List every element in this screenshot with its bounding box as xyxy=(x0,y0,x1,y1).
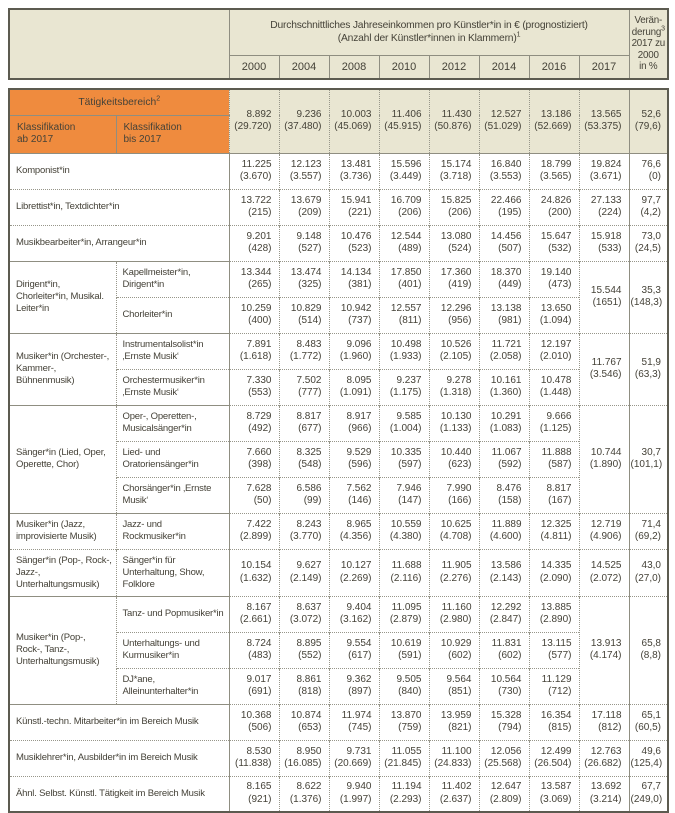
income-cell: 11.095 (2.879) xyxy=(379,596,429,632)
table-title-line1: Durchschnittliches Jahreseinkommen pro Künstler*in in € (prognostiziert) xyxy=(270,20,588,32)
subrow-label: Sänger*in für Unterhaltung, Show, Folklore xyxy=(116,549,229,596)
income-cell: 8.622 (1.376) xyxy=(279,776,329,812)
table-row xyxy=(9,776,668,812)
activity-area-header: Tätigkeitsbereich$^2$ xyxy=(9,89,229,115)
table-row xyxy=(9,333,668,369)
header-title-row xyxy=(9,9,668,55)
income-cell: 15.941 (221) xyxy=(329,189,379,225)
income-cell: 9.627 (2.149) xyxy=(279,549,329,596)
footnote-3-marker: 3 xyxy=(661,25,665,33)
income-2017-merged-cell: 13.913 (4.174) xyxy=(579,596,629,704)
income-cell: 7.660 (398) xyxy=(229,441,279,477)
income-cell: 10.335 (597) xyxy=(379,441,429,477)
income-cell: 10.440 (623) xyxy=(429,441,479,477)
income-cell: 9.278 (1.318) xyxy=(429,369,479,405)
income-cell: 17.850 (401) xyxy=(379,261,429,297)
income-cell: 8.637 (3.072) xyxy=(279,596,329,632)
income-cell: 11.721 (2.058) xyxy=(479,333,529,369)
change-cell: 30,7 (101,1) xyxy=(629,405,668,513)
income-cell: 10.526 (2.105) xyxy=(429,333,479,369)
income-cell: 9.404 (3.162) xyxy=(329,596,379,632)
income-cell: 10.127 (2.269) xyxy=(329,549,379,596)
income-cell: 13.481 (3.736) xyxy=(329,153,379,189)
income-cell: 13.722 (215) xyxy=(229,189,279,225)
classification-from-2017-header: Klassifikation ab 2017 xyxy=(9,115,116,153)
income-cell: 15.596 (3.449) xyxy=(379,153,429,189)
change-cell: 65,1 (60,5) xyxy=(629,704,668,740)
income-cell: 8.325 (548) xyxy=(279,441,329,477)
income-cell: 11.055 (21.845) xyxy=(379,740,429,776)
income-cell: 7.330 (553) xyxy=(229,369,279,405)
change-column-header: Verän- derung$^3$ 2017 zu 2000 in % xyxy=(629,9,668,79)
subrow-label: Chorsänger*in ‚Ernste Musik‘ xyxy=(116,477,229,513)
income-cell: 11.889 (4.600) xyxy=(479,513,529,549)
income-cell: 22.466 (195) xyxy=(479,189,529,225)
table-row xyxy=(9,225,668,261)
income-cell: 9.529 (596) xyxy=(329,441,379,477)
income-cell: 13.885 (2.890) xyxy=(529,596,579,632)
total-income-cell: 8.892 (29.720) xyxy=(229,89,279,153)
income-cell: 13.870 (759) xyxy=(379,704,429,740)
change-cell: 76,6 (0) xyxy=(629,153,668,189)
income-cell: 18.370 (449) xyxy=(479,261,529,297)
income-cell: 19.140 (473) xyxy=(529,261,579,297)
total-income-cell: 13.186 (52.669) xyxy=(529,89,579,153)
table-row xyxy=(9,405,668,441)
income-cell: 8.476 (158) xyxy=(479,477,529,513)
group-label: Sänger*in (Lied, Oper, Operette, Chor) xyxy=(9,405,116,513)
income-cell: 15.328 (794) xyxy=(479,704,529,740)
subrow-label: Chorleiter*in xyxy=(116,297,229,333)
income-cell: 8.165 (921) xyxy=(229,776,279,812)
income-cell: 10.559 (4.380) xyxy=(379,513,429,549)
total-income-cell: 12.527 (51.029) xyxy=(479,89,529,153)
income-cell: 11.100 (24.833) xyxy=(429,740,479,776)
year-header: 2017 xyxy=(579,55,629,79)
income-cell: 15.825 (206) xyxy=(429,189,479,225)
table-row xyxy=(9,596,668,632)
change-cell: 71,4 (69,2) xyxy=(629,513,668,549)
income-cell: 12.763 (26.682) xyxy=(579,740,629,776)
subrow-label: DJ*ane, Alleinunterhalter*in xyxy=(116,668,229,704)
income-cell: 10.498 (1.933) xyxy=(379,333,429,369)
table-row xyxy=(9,549,668,596)
income-cell: 10.619 (591) xyxy=(379,632,429,668)
table-title-line2: (Anzahl der Künstler*innen in Klammern)$^1$ xyxy=(337,31,521,45)
row-label: Ähnl. Selbst. Künstl. Tätigkeit im Bereich Musik xyxy=(9,776,229,812)
income-cell: 8.095 (1.091) xyxy=(329,369,379,405)
group-label: Dirigent*in, Chorleiter*in, Musikal. Leiter*in xyxy=(9,261,116,333)
year-header: 2004 xyxy=(279,55,329,79)
change-cell: 73,0 (24,5) xyxy=(629,225,668,261)
income-cell: 10.942 (737) xyxy=(329,297,379,333)
income-cell: 10.829 (514) xyxy=(279,297,329,333)
income-cell: 8.861 (818) xyxy=(279,668,329,704)
table-row xyxy=(9,513,668,549)
income-cell: 27.133 (224) xyxy=(579,189,629,225)
row-label: Künstl.-techn. Mitarbeiter*in im Bereich Musik xyxy=(9,704,229,740)
change-cell: 51,9 (63,3) xyxy=(629,333,668,405)
total-income-cell: 9.236 (37.480) xyxy=(279,89,329,153)
income-cell: 12.719 (4.906) xyxy=(579,513,629,549)
year-header: 2012 xyxy=(429,55,479,79)
income-cell: 7.990 (166) xyxy=(429,477,479,513)
income-cell: 9.096 (1.960) xyxy=(329,333,379,369)
income-cell: 11.129 (712) xyxy=(529,668,579,704)
income-cell: 12.499 (26.504) xyxy=(529,740,579,776)
income-cell: 10.478 (1.448) xyxy=(529,369,579,405)
income-cell: 13.138 (981) xyxy=(479,297,529,333)
table-row xyxy=(9,261,668,297)
income-cell: 14.525 (2.072) xyxy=(579,549,629,596)
total-income-cell: 11.430 (50.876) xyxy=(429,89,479,153)
income-cell: 19.824 (3.671) xyxy=(579,153,629,189)
table-row xyxy=(9,704,668,740)
income-cell: 7.891 (1.618) xyxy=(229,333,279,369)
income-cell: 9.585 (1.004) xyxy=(379,405,429,441)
table-title xyxy=(229,9,629,55)
group-label: Musiker*in (Orchester-, Kammer-, Bühnenmusik) xyxy=(9,333,116,405)
income-cell: 9.666 (1.125) xyxy=(529,405,579,441)
footnote-2-marker: 2 xyxy=(156,95,161,103)
income-cell: 11.688 (2.116) xyxy=(379,549,429,596)
income-cell: 11.831 (602) xyxy=(479,632,529,668)
change-cell: 43,0 (27,0) xyxy=(629,549,668,596)
income-cell: 12.325 (4.811) xyxy=(529,513,579,549)
income-cell: 10.625 (4.708) xyxy=(429,513,479,549)
table-row xyxy=(9,740,668,776)
income-cell: 12.557 (811) xyxy=(379,297,429,333)
group-label: Musiker*in (Jazz, improvisierte Musik) xyxy=(9,513,116,549)
table-body xyxy=(8,88,669,813)
income-cell: 10.874 (653) xyxy=(279,704,329,740)
table-row xyxy=(9,153,668,189)
income-cell: 11.194 (2.293) xyxy=(379,776,429,812)
income-cell: 9.554 (617) xyxy=(329,632,379,668)
income-cell: 9.564 (851) xyxy=(429,668,479,704)
income-cell: 7.422 (2.899) xyxy=(229,513,279,549)
income-cell: 10.130 (1.133) xyxy=(429,405,479,441)
income-cell: 16.840 (3.553) xyxy=(479,153,529,189)
income-cell: 16.354 (815) xyxy=(529,704,579,740)
income-cell: 10.929 (602) xyxy=(429,632,479,668)
table-header xyxy=(8,8,669,80)
change-cell: 97,7 (4,2) xyxy=(629,189,668,225)
year-header: 2000 xyxy=(229,55,279,79)
row-label: Musiklehrer*in, Ausbilder*in im Bereich Musik xyxy=(9,740,229,776)
income-cell: 7.628 (50) xyxy=(229,477,279,513)
income-cell: 11.225 (3.670) xyxy=(229,153,279,189)
income-2017-merged-cell: 10.744 (1.890) xyxy=(579,405,629,513)
income-cell: 10.368 (506) xyxy=(229,704,279,740)
subrow-label: Jazz- und Rockmusiker*in xyxy=(116,513,229,549)
income-cell: 14.335 (2.090) xyxy=(529,549,579,596)
income-cell: 7.502 (777) xyxy=(279,369,329,405)
income-cell: 11.160 (2.980) xyxy=(429,596,479,632)
income-2017-merged-cell: 15.544 (1651) xyxy=(579,261,629,333)
income-cell: 8.895 (552) xyxy=(279,632,329,668)
income-cell: 10.154 (1.632) xyxy=(229,549,279,596)
income-cell: 13.650 (1.094) xyxy=(529,297,579,333)
income-cell: 24.826 (200) xyxy=(529,189,579,225)
income-cell: 15.174 (3.718) xyxy=(429,153,479,189)
change-cell: 35,3 (148,3) xyxy=(629,261,668,333)
income-cell: 13.959 (821) xyxy=(429,704,479,740)
income-cell: 8.917 (966) xyxy=(329,405,379,441)
row-label: Komponist*in xyxy=(9,153,229,189)
income-cell: 15.918 (533) xyxy=(579,225,629,261)
income-cell: 12.647 (2.809) xyxy=(479,776,529,812)
income-cell: 13.692 (3.214) xyxy=(579,776,629,812)
income-cell: 14.456 (507) xyxy=(479,225,529,261)
income-cell: 8.530 (11.838) xyxy=(229,740,279,776)
income-cell: 13.587 (3.069) xyxy=(529,776,579,812)
income-cell: 9.731 (20.669) xyxy=(329,740,379,776)
income-cell: 8.167 (2.661) xyxy=(229,596,279,632)
income-cell: 8.483 (1.772) xyxy=(279,333,329,369)
change-cell: 65,8 (8,8) xyxy=(629,596,668,704)
income-cell: 9.237 (1.175) xyxy=(379,369,429,405)
table-row xyxy=(9,189,668,225)
change-cell: 49,6 (125,4) xyxy=(629,740,668,776)
year-header: 2010 xyxy=(379,55,429,79)
subrow-label: Tanz- und Popmusiker*in xyxy=(116,596,229,632)
income-cell: 8.243 (3.770) xyxy=(279,513,329,549)
total-income-cell: 11.406 (45.915) xyxy=(379,89,429,153)
income-cell: 12.296 (956) xyxy=(429,297,479,333)
income-cell: 12.197 (2.010) xyxy=(529,333,579,369)
income-cell: 10.476 (523) xyxy=(329,225,379,261)
income-cell: 12.123 (3.557) xyxy=(279,153,329,189)
income-cell: 8.950 (16.085) xyxy=(279,740,329,776)
group-label: Musiker*in (Pop-, Rock-, Tanz-, Unterhaltungsmusik) xyxy=(9,596,116,704)
income-cell: 13.080 (524) xyxy=(429,225,479,261)
subrow-label: Kapellmeister*in, Dirigent*in xyxy=(116,261,229,297)
income-cell: 9.201 (428) xyxy=(229,225,279,261)
year-header: 2008 xyxy=(329,55,379,79)
row-label: Musikbearbeiter*in, Arrangeur*in xyxy=(9,225,229,261)
total-income-cell: 13.565 (53.375) xyxy=(579,89,629,153)
income-cell: 10.291 (1.083) xyxy=(479,405,529,441)
corner-cell xyxy=(9,9,229,79)
year-header: 2014 xyxy=(479,55,529,79)
income-cell: 7.946 (147) xyxy=(379,477,429,513)
income-cell: 13.344 (265) xyxy=(229,261,279,297)
income-cell: 8.965 (4.356) xyxy=(329,513,379,549)
income-cell: 17.118 (812) xyxy=(579,704,629,740)
row-label: Librettist*in, Textdichter*in xyxy=(9,189,229,225)
year-header: 2016 xyxy=(529,55,579,79)
income-cell: 16.709 (206) xyxy=(379,189,429,225)
income-cell: 12.292 (2.847) xyxy=(479,596,529,632)
income-cell: 10.259 (400) xyxy=(229,297,279,333)
subrow-label: Unterhaltungs- und Kurmusiker*in xyxy=(116,632,229,668)
income-2017-merged-cell: 11.767 (3.546) xyxy=(579,333,629,405)
income-cell: 13.474 (325) xyxy=(279,261,329,297)
income-cell: 8.724 (483) xyxy=(229,632,279,668)
income-cell: 11.974 (745) xyxy=(329,704,379,740)
income-cell: 15.647 (532) xyxy=(529,225,579,261)
income-cell: 18.799 (3.565) xyxy=(529,153,579,189)
group-label: Sänger*in (Pop-, Rock-, Jazz-, Unterhaltungsmusik) xyxy=(9,549,116,596)
income-cell: 11.067 (592) xyxy=(479,441,529,477)
income-cell: 12.056 (25.568) xyxy=(479,740,529,776)
income-cell: 9.148 (527) xyxy=(279,225,329,261)
income-cell: 12.544 (489) xyxy=(379,225,429,261)
income-cell: 9.505 (840) xyxy=(379,668,429,704)
total-change-cell: 52,6 (79,6) xyxy=(629,89,668,153)
footnote-1-marker: 1 xyxy=(516,31,521,39)
subrow-label: Instrumentalsolist*in ‚Ernste Musik‘ xyxy=(116,333,229,369)
activity-area-row xyxy=(9,89,668,115)
income-cell: 10.564 (730) xyxy=(479,668,529,704)
income-cell: 13.679 (209) xyxy=(279,189,329,225)
income-cell: 8.729 (492) xyxy=(229,405,279,441)
income-cell: 11.905 (2.276) xyxy=(429,549,479,596)
income-cell: 9.940 (1.997) xyxy=(329,776,379,812)
change-cell: 67,7 (249,0) xyxy=(629,776,668,812)
income-cell: 10.161 (1.360) xyxy=(479,369,529,405)
income-cell: 7.562 (146) xyxy=(329,477,379,513)
income-cell: 8.817 (167) xyxy=(529,477,579,513)
income-cell: 13.586 (2.143) xyxy=(479,549,529,596)
classification-until-2017-header: Klassifikation bis 2017 xyxy=(116,115,229,153)
income-cell: 14.134 (381) xyxy=(329,261,379,297)
total-income-cell: 10.003 (45.069) xyxy=(329,89,379,153)
subrow-label: Lied- und Oratoriensänger*in xyxy=(116,441,229,477)
income-cell: 11.888 (587) xyxy=(529,441,579,477)
income-cell: 17.360 (419) xyxy=(429,261,479,297)
income-cell: 9.362 (897) xyxy=(329,668,379,704)
income-cell: 11.402 (2.637) xyxy=(429,776,479,812)
income-cell: 8.817 (677) xyxy=(279,405,329,441)
subrow-label: Orchestermusiker*in ‚Ernste Musik‘ xyxy=(116,369,229,405)
income-cell: 13.115 (577) xyxy=(529,632,579,668)
subrow-label: Oper-, Operetten-, Musicalsänger*in xyxy=(116,405,229,441)
income-cell: 6.586 (99) xyxy=(279,477,329,513)
income-cell: 9.017 (691) xyxy=(229,668,279,704)
